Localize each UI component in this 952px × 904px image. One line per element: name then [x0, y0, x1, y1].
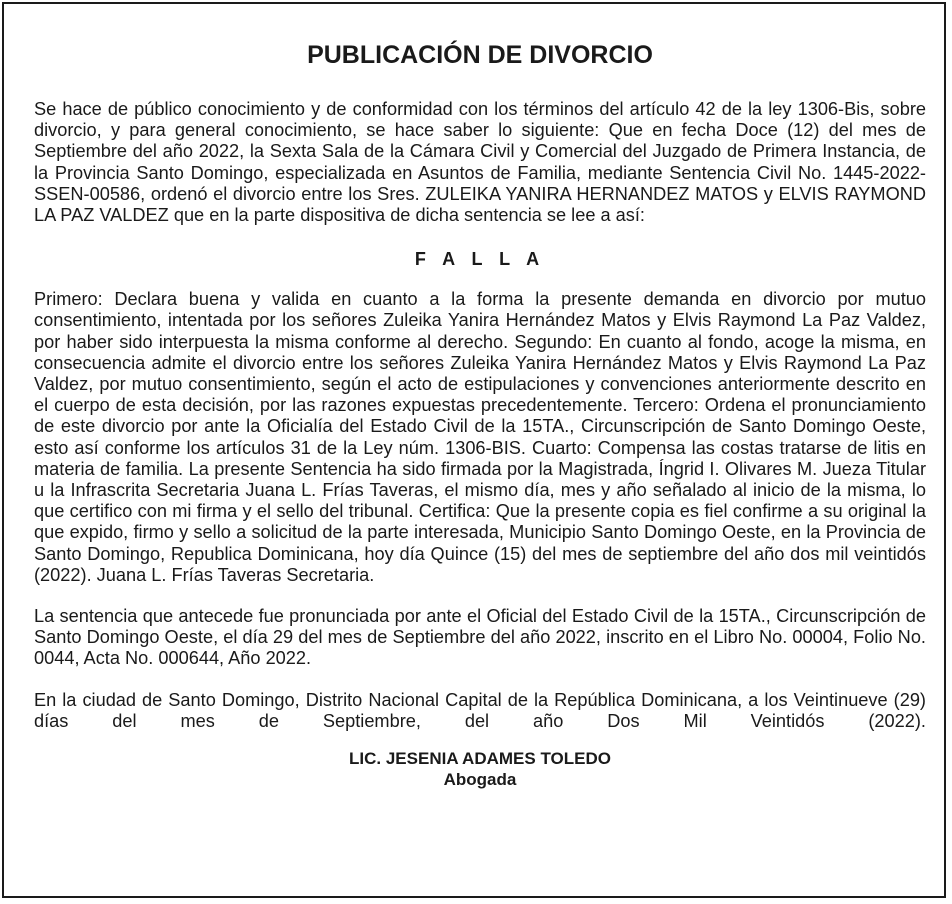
notice-border [2, 2, 946, 898]
signer-name: LIC. JESENIA ADAMES TOLEDO [349, 749, 611, 769]
closing-paragraph: En la ciudad de Santo Domingo, Distrito Nacional Capital de la República Dominicana, a los Veintinueve (29) días del mes de Septiembre, del año Dos Mil Veintidós (2022). [34, 689, 926, 731]
signer-role: Abogada [443, 770, 517, 790]
intro-paragraph: Se hace de público conocimiento y de conformidad con los términos del artículo 42 de la ley 1306-Bis, sobre divorcio, y para general conocimiento, se hace saber lo siguiente: Que en fecha Doce (12) del mes de Septiembre del año 2022, la Sexta Sala de la Cámara Civil y Comercial del Juzgado de Primera Instancia, de la Provincia Santo Domingo, especializada en Asuntos de Familia, mediante Sentencia Civil No. 1445-2022-SSEN-00586, ordenó el divorcio entre los Sres. ZULEIKA YANIRA HERNANDEZ MATOS y ELVIS RAYMOND LA PAZ VALDEZ que en la parte dispositiva de dicha sentencia se lee a así: [34, 99, 926, 226]
falla-heading: F A L L A [414, 249, 546, 270]
pronouncement-paragraph: La sentencia que antecede fue pronunciada por ante el Oficial del Estado Civil de la 15TA., Circunscripción de Santo Domingo Oeste, el día 29 del mes de Septiembre del año 2022, inscrito en el Libro No. 00004, Folio No. 0044, Acta No. 000644, Año 2022. [34, 606, 926, 669]
ruling-paragraph: Primero: Declara buena y valida en cuanto a la forma la presente demanda en divorcio por mutuo consentimiento, intentada por los señores Zuleika Yanira Hernández Matos y Elvis Raymond La Paz Valdez, por haber sido interpuesta la misma conforme al derecho. Segundo: En cuanto al fondo, acoge la misma, en consecuencia admite el divorcio entre los señores Zuleika Yanira Hernández Matos y Elvis Raymond La Paz Valdez, por mutuo consentimiento, según el acto de estipulaciones y convenciones anteriormente descrito en el cuerpo de esta decisión, por las razones expuestas precedentemente. Tercero: Ordena el pronunciamiento de este divorcio por ante la Oficialía del Estado Civil de la 15TA., Circunscripción de Santo Domingo Oeste, esto así conforme los artículos 31 de la Ley núm. 1306-BIS. Cuarto: Compensa las costas tratarse de litis en materia de familia. La presente Sentencia ha sido firmada por la Magistrada, Íngrid I. Olivares M. Jueza Titular u la Infrascrita Secretaria Juana L. Frías Taveras, el mismo día, mes y año señalado al inicio de la misma, lo que certifico con mi firma y el sello del tribunal. Certifica: Que la presente copia es fiel confirme a su original la que expido, firmo y sello a solicitud de la parte interesada, Municipio Santo Domingo Oeste, en la Provincia de Santo Domingo, Republica Dominicana, hoy día Quince (15) del mes de septiembre del año dos mil veintidós (2022). Juana L. Frías Taveras Secretaria. [34, 289, 926, 585]
notice-body [34, 4, 926, 790]
notice-title: PUBLICACIÓN DE DIVORCIO [307, 41, 653, 69]
signature-block [34, 748, 926, 790]
